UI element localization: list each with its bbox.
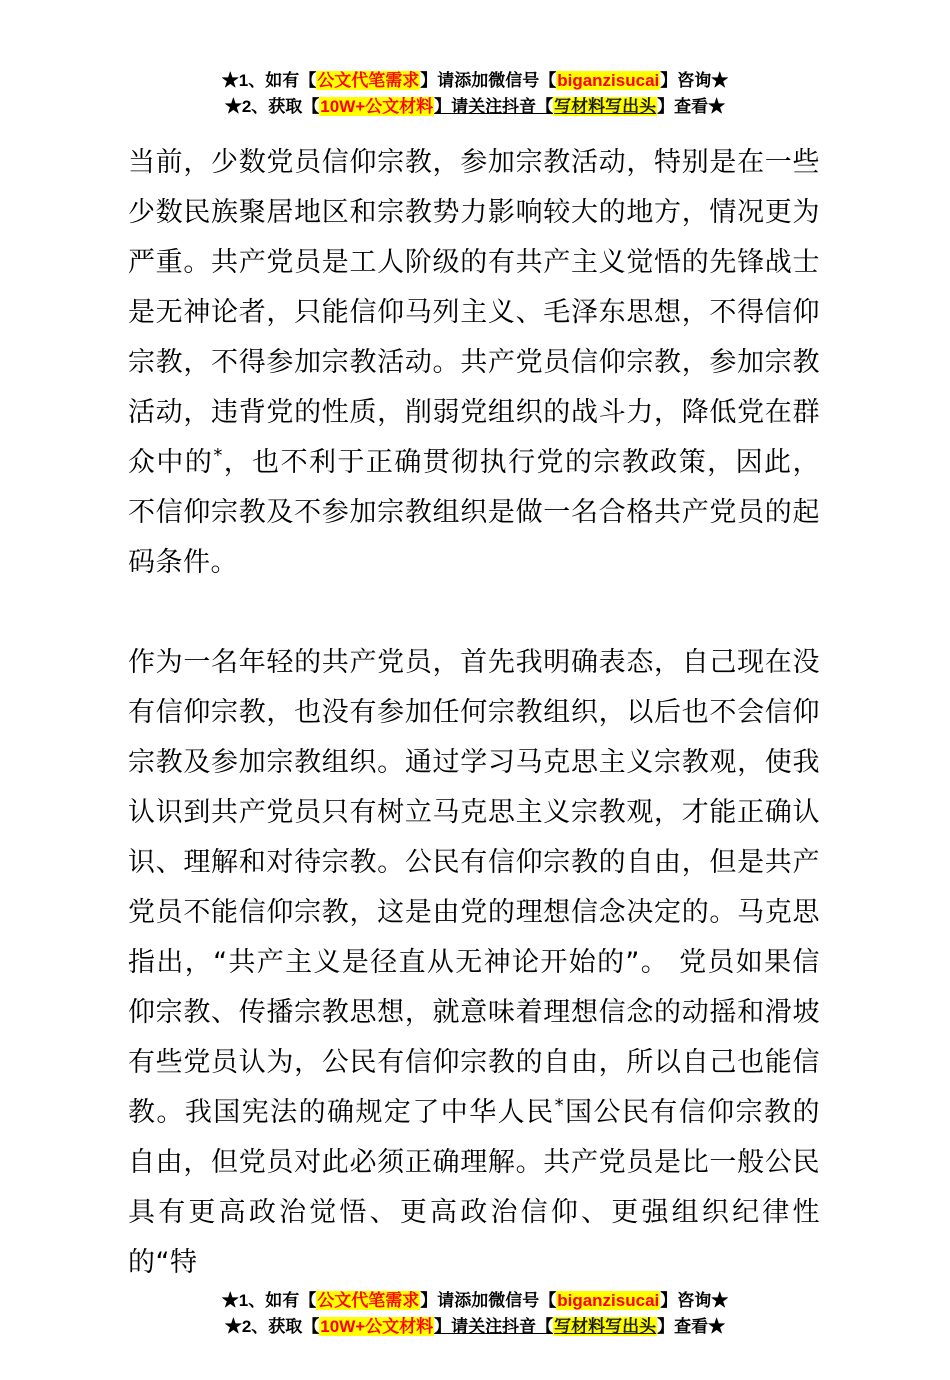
promo-banner-bottom: [0, 1288, 950, 1380]
promo-bottom-line2-mid: 】请关注抖音【: [434, 1317, 554, 1336]
promo-banner-top-line-1: [0, 68, 950, 94]
promo-bottom-line1-mid: 】请添加微信号【: [420, 1291, 557, 1310]
promo-bottom-line2-highlight-2: 写材料写出头: [554, 1317, 657, 1336]
promo-bottom-line1-suffix: 】咨询: [660, 1291, 712, 1310]
star-icon: ★: [224, 1317, 242, 1336]
paragraph-spacer: [128, 588, 820, 638]
promo-banner-top-line-2: [0, 94, 950, 120]
star-icon: ★: [711, 1291, 729, 1310]
promo-bottom-line1-highlight-2: biganzisucai: [557, 1291, 660, 1310]
paragraph-2: [128, 638, 820, 1288]
promo-bottom-line1-highlight-1: 公文代笔需求: [317, 1291, 420, 1310]
promo-top-line2-mid: 】请关注抖音【: [434, 97, 554, 116]
promo-top-line1-prefix: 1、如有【: [238, 71, 317, 90]
promo-bottom-line2-highlight-1: 10W+公文材料: [320, 1317, 434, 1336]
star-icon: ★: [224, 97, 242, 116]
promo-top-line2-highlight-1: 10W+公文材料: [320, 97, 434, 116]
promo-banner-bottom-line-2: [0, 1314, 950, 1340]
paragraph-1-text-a: 当前，少数党员信仰宗教，参加宗教活动，特别是在一些少数民族聚居地区和宗教势力影响较大的地方，情况更为严重。共产党员是工人阶级的有共产主义觉悟的先锋战士是无神论者，只能信仰马列主义、毛泽东思想，不得信仰宗教，不得参加宗教活动。共产党员信仰宗教，参加宗教活动，违背党的性质，削弱党组织的战斗力，降低党在群众中的: [128, 147, 820, 478]
promo-bottom-line2-suffix: 】查看: [657, 1317, 709, 1336]
star-icon: ★: [221, 71, 239, 90]
promo-bottom-line1-prefix: 1、如有【: [238, 1291, 317, 1310]
promo-banner-top: [0, 0, 950, 120]
promo-top-line2-prefix: 2、获取【: [241, 97, 320, 116]
paragraph-1-text-b: ，也不利于正确贯彻执行党的宗教政策，因此，不信仰宗教及不参加宗教组织是做一名合格共产党员的起码条件。: [128, 447, 820, 578]
star-icon: ★: [221, 1291, 239, 1310]
promo-top-line1-mid: 】请添加微信号【: [420, 71, 557, 90]
document-body: [0, 120, 950, 1288]
footnote-mark: *: [213, 445, 223, 466]
promo-top-line1-suffix: 】咨询: [660, 71, 712, 90]
paragraph-2-text-b: 国公民有信仰宗教的自由，但党员对此必须正确理解。共产党员是比一般公民具有更高政治觉悟、更高政治信仰、更强组织纪律性的“特: [128, 1097, 820, 1278]
star-icon: ★: [711, 71, 729, 90]
footnote-mark: *: [554, 1095, 565, 1116]
promo-banner-bottom-line-1: [0, 1288, 950, 1314]
promo-top-line1-highlight-1: 公文代笔需求: [317, 71, 420, 90]
star-icon: ★: [708, 97, 726, 116]
promo-bottom-line2-prefix: 2、获取【: [241, 1317, 320, 1336]
promo-top-line1-highlight-2: biganzisucai: [557, 71, 660, 90]
promo-top-line2-suffix: 】查看: [657, 97, 709, 116]
paragraph-2-text-a: 作为一名年轻的共产党员，首先我明确表态，自己现在没有信仰宗教，也没有参加任何宗教组织，以后也不会信仰宗教及参加宗教组织。通过学习马克思主义宗教观，使我认识到共产党员只有树立马克思主义宗教观，才能正确认识、理解和对待宗教。公民有信仰宗教的自由，但是共产党员不能信仰宗教，这是由党的理想信念决定的。马克思指出，“共产主义是径直从无神论开始的”。 党员如果信仰宗教、传播宗教思想，就意味着理想信念的动摇和滑坡有些党员认为，公民有信仰宗教的自由，所以自己也能信教。我国宪法的确规定了中华人民: [128, 647, 820, 1128]
promo-top-line2-highlight-2: 写材料写出头: [554, 97, 657, 116]
paragraph-1: [128, 120, 820, 588]
star-icon: ★: [708, 1317, 726, 1336]
